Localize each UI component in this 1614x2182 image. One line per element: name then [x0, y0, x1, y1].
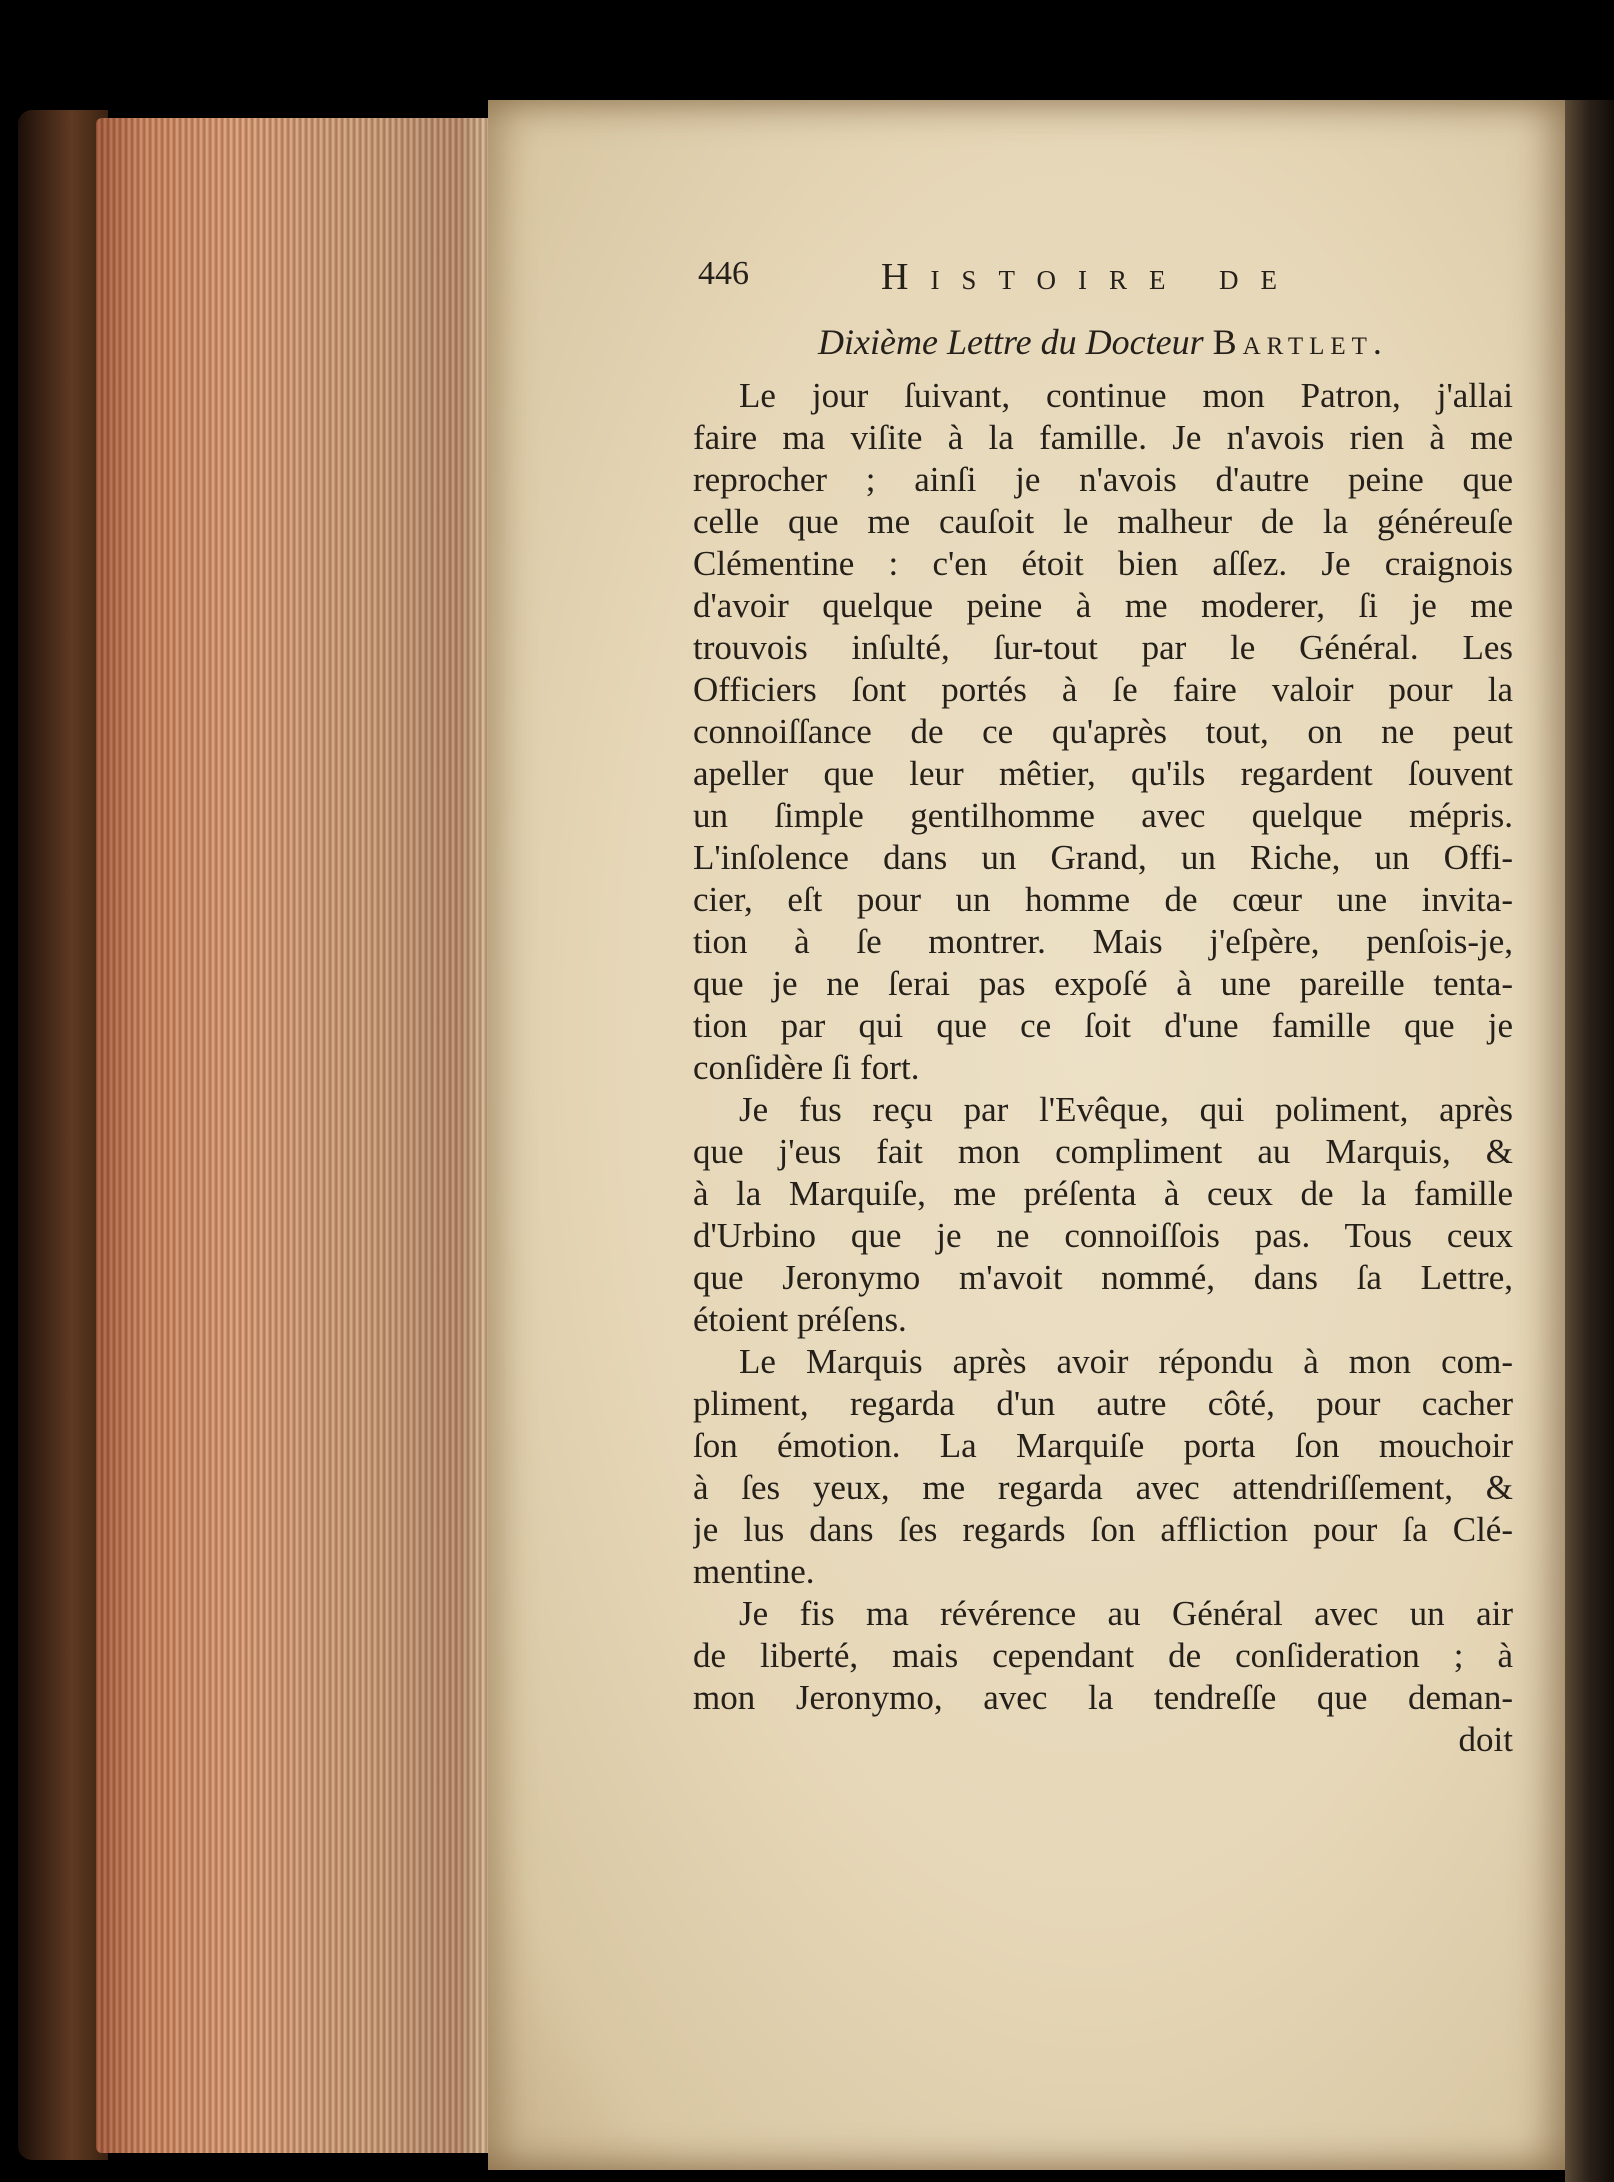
text-line: conſidère ſi fort.: [693, 1048, 920, 1087]
text-line: mon Jeronymo, avec la tendreſſe que deman-: [693, 1678, 1513, 1717]
text-line: un ſimple gentilhomme avec quelque mépris.: [693, 796, 1513, 835]
text-line: connoiſſance de ce qu'après tout, on ne peut: [693, 712, 1513, 751]
text-line: Je fus reçu par l'Evêque, qui poliment, après: [739, 1090, 1513, 1129]
paragraph-1: [693, 375, 1513, 1089]
letter-heading-italic: Dixième Lettre du Docteur: [818, 322, 1204, 362]
text-line: que je ne ſerai pas expoſé à une pareille tenta-: [693, 964, 1513, 1003]
text-line: Je fis ma révérence au Général avec un air: [739, 1594, 1513, 1633]
text-line: Clémentine : c'en étoit bien aſſez. Je craignois: [693, 544, 1513, 583]
text-line: celle que me cauſoit le malheur de la généreuſe: [693, 502, 1513, 541]
letter-heading-name: Bartlet.: [1212, 322, 1388, 362]
page-number: 446: [698, 255, 749, 292]
running-head-title: Histoire de: [881, 256, 1299, 298]
text-line: que j'eus fait mon compliment au Marquis, &: [693, 1132, 1513, 1171]
text-line: Le jour ſuivant, continue mon Patron, j'allai: [739, 376, 1513, 415]
text-line: trouvois inſulté, ſur-tout par le Général. Les: [693, 628, 1513, 667]
text-line: faire ma viſite à la famille. Je n'avois rien à me: [693, 418, 1513, 457]
text-line: à ſes yeux, me regarda avec attendriſſement, &: [693, 1468, 1513, 1507]
running-head: [693, 255, 1513, 305]
text-line: Officiers ſont portés à ſe faire valoir pour la: [693, 670, 1513, 709]
text-line: que Jeronymo m'avoit nommé, dans ſa Lettre,: [693, 1258, 1513, 1297]
text-line: d'Urbino que je ne connoiſſois pas. Tous ceux: [693, 1216, 1513, 1255]
text-line: étoient préſens.: [693, 1300, 907, 1339]
text-line: cier, eſt pour un homme de cœur une invita-: [693, 880, 1513, 919]
text-line: pliment, regarda d'un autre côté, pour cacher: [693, 1384, 1513, 1423]
book-cover-edge: [18, 110, 108, 2160]
text-line: reprocher ; ainſi je n'avois d'autre peine que: [693, 460, 1513, 499]
text-line: L'inſolence dans un Grand, un Riche, un Offi-: [693, 838, 1513, 877]
text-line: mentine.: [693, 1552, 815, 1591]
catchword: doit: [1458, 1720, 1513, 1759]
text-line: ſon émotion. La Marquiſe porta ſon mouchoir: [693, 1426, 1513, 1465]
text-line: à la Marquiſe, me préſenta à ceux de la famille: [693, 1174, 1513, 1213]
text-line: de liberté, mais cependant de conſideration ; à: [693, 1636, 1513, 1675]
text-line: tion à ſe montrer. Mais j'eſpère, penſois-je,: [693, 922, 1513, 961]
text-line: d'avoir quelque peine à me moderer, ſi je me: [693, 586, 1513, 625]
paragraph-2: [693, 1089, 1513, 1341]
page-text-block: [693, 255, 1513, 1761]
paragraph-4: [693, 1593, 1513, 1719]
text-line: Le Marquis après avoir répondu à mon com-: [739, 1342, 1513, 1381]
text-line: je lus dans ſes regards ſon affliction pour ſa Clé-: [693, 1510, 1513, 1549]
page-fore-edge: [96, 118, 491, 2153]
text-line: tion par qui que ce ſoit d'une famille que je: [693, 1006, 1513, 1045]
paragraph-3: [693, 1341, 1513, 1593]
letter-heading: [693, 317, 1513, 367]
book-gutter: [1565, 100, 1614, 2182]
text-line: apeller que leur mêtier, qu'ils regardent ſouvent: [693, 754, 1513, 793]
